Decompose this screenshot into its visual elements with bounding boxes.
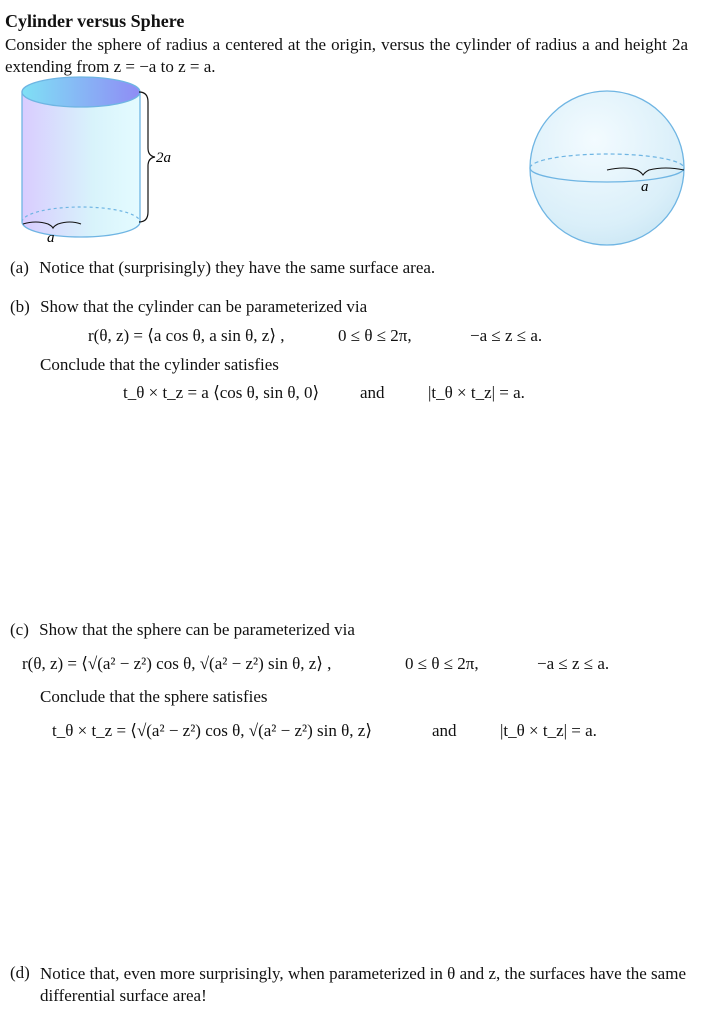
part-b-param-lhs: r(θ, z) = ⟨a cos θ, a sin θ, z⟩ , xyxy=(88,326,285,345)
part-a-text: Notice that (surprisingly) they have the same surface area. xyxy=(39,258,436,277)
part-c xyxy=(10,620,355,640)
part-b-text: Show that the cylinder can be parameterized via xyxy=(40,297,368,316)
part-b-and: and xyxy=(360,383,385,402)
part-b xyxy=(10,297,367,317)
sphere-radius-label: a xyxy=(641,179,649,195)
sphere-figure xyxy=(525,86,695,251)
part-c-text: Show that the sphere can be parameterized via xyxy=(39,620,355,639)
cylinder-body xyxy=(22,92,140,237)
part-c-conclude: Conclude that the sphere satisfies xyxy=(40,687,268,706)
cylinder-height-brace xyxy=(139,92,155,222)
part-a-label: (a) xyxy=(10,258,29,277)
part-c-cross-eq: t_θ × t_z = ⟨√(a² − z²) cos θ, √(a² − z²) sin θ, z⟩ xyxy=(52,721,372,740)
part-a xyxy=(10,258,435,278)
part-b-z-range: −a ≤ z ≤ a. xyxy=(470,326,543,345)
part-b-conclude: Conclude that the cylinder satisfies xyxy=(40,355,279,374)
part-d-label: (d) xyxy=(10,963,30,982)
problem-intro: Consider the sphere of radius a centered at the origin, versus the cylinder of radius a and height 2a extending from z = −a to z = a. xyxy=(5,35,688,76)
cylinder-top xyxy=(22,77,140,107)
cylinder-height-label: 2a xyxy=(156,150,171,166)
cylinder-figure xyxy=(0,70,200,250)
part-c-and: and xyxy=(432,721,457,740)
cylinder-radius-label: a xyxy=(47,230,55,246)
part-c-z-range: −a ≤ z ≤ a. xyxy=(537,654,610,673)
part-b-norm-eq: |t_θ × t_z| = a. xyxy=(428,383,525,402)
part-b-param-equation xyxy=(88,326,284,346)
part-d-text: Notice that, even more surprisingly, when parameterized in θ and z, the surfaces have the same differential surface area! xyxy=(40,964,686,1005)
part-b-cross-eq: t_θ × t_z = a ⟨cos θ, sin θ, 0⟩ xyxy=(123,383,320,402)
part-b-label: (b) xyxy=(10,297,30,316)
part-c-param-lhs: r(θ, z) = ⟨√(a² − z²) cos θ, √(a² − z²) sin θ, z⟩ , xyxy=(22,654,332,673)
part-c-theta-range: 0 ≤ θ ≤ 2π, xyxy=(405,654,479,673)
part-c-norm-eq: |t_θ × t_z| = a. xyxy=(500,721,597,740)
problem-title: Cylinder versus Sphere xyxy=(5,11,185,31)
part-c-label: (c) xyxy=(10,620,29,639)
part-c-param-equation xyxy=(22,654,331,674)
part-b-theta-range: 0 ≤ θ ≤ 2π, xyxy=(338,326,412,345)
